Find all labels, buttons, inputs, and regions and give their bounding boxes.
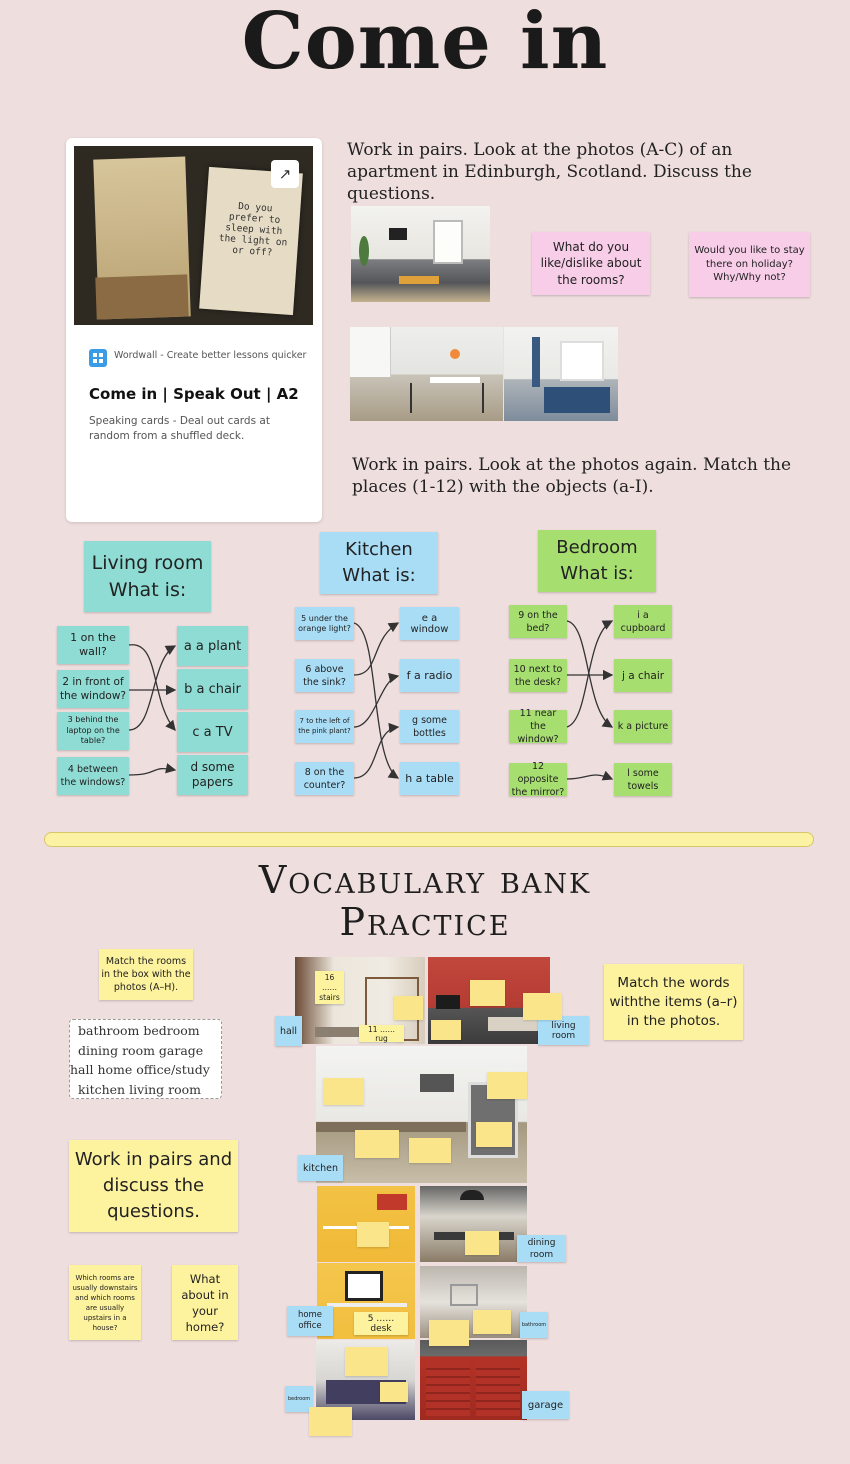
- page-title: Come in: [241, 0, 609, 87]
- kitchen-object-g[interactable]: g some bottles: [400, 710, 459, 743]
- card-title[interactable]: Come in | Speak Out | A2: [89, 385, 299, 403]
- label-bedroom[interactable]: bedroom: [285, 1386, 313, 1412]
- answer-box[interactable]: [429, 1320, 469, 1346]
- answer-box[interactable]: [357, 1222, 389, 1247]
- kitchen-object-h[interactable]: h a table: [400, 762, 459, 795]
- bedroom-place-12[interactable]: 12 opposite the mirror?: [509, 763, 567, 796]
- bedroom-object-k[interactable]: k a picture: [614, 710, 672, 743]
- kitchen-place-6[interactable]: 6 above the sink?: [295, 659, 354, 692]
- task2-instruction: Work in pairs. Look at the photos again. Match the places (1-12) with the objects (a-I).: [352, 455, 792, 497]
- kitchen-object-f[interactable]: f a radio: [400, 659, 459, 692]
- living-room-object-a[interactable]: a a plant: [177, 626, 248, 666]
- answer-box[interactable]: [473, 1310, 511, 1334]
- answer-box[interactable]: [309, 1407, 352, 1436]
- word-line-2: dining room garage: [78, 1042, 204, 1058]
- living-room-object-b[interactable]: b a chair: [177, 669, 248, 709]
- kitchen-object-e[interactable]: e a window: [400, 607, 459, 640]
- item-label-stairs[interactable]: 16 …… stairs: [315, 971, 344, 1004]
- question-note-likes[interactable]: What do you like/dislike about the rooms?: [532, 232, 650, 295]
- living-room-place-1[interactable]: 1 on the wall?: [57, 626, 129, 664]
- match-rooms-note[interactable]: Match the rooms in the box with the photos (A–H).: [99, 949, 193, 1000]
- word-line-4: kitchen living room: [78, 1081, 202, 1097]
- question-note-holiday[interactable]: Would you like to stay there on holiday? Why/Why not?: [689, 232, 810, 297]
- bedroom-object-i[interactable]: i a cupboard: [614, 605, 672, 638]
- bedroom-object-l[interactable]: l some towels: [614, 763, 672, 796]
- label-bathroom[interactable]: bathroom: [520, 1312, 548, 1338]
- card-question: Do you prefer to sleep with the light on or off?: [218, 201, 288, 259]
- bedroom-place-11[interactable]: 11 near the window?: [509, 710, 567, 743]
- living-room-place-2[interactable]: 2 in front of the window?: [57, 670, 129, 708]
- vocab-title-line2: Practice: [339, 900, 511, 944]
- room-word-box[interactable]: [69, 1019, 222, 1099]
- answer-box[interactable]: [465, 1231, 499, 1255]
- label-kitchen[interactable]: kitchen: [298, 1155, 343, 1181]
- answer-box[interactable]: [523, 993, 562, 1020]
- card-description: Speaking cards - Deal out cards at random from a shuffled deck.: [89, 415, 270, 442]
- living-room-object-d[interactable]: d some papers: [177, 755, 248, 795]
- task1-instruction: Work in pairs. Look at the photos (A-C) of an apartment in Edinburgh, Scotland. Discuss the questions.: [347, 140, 752, 204]
- answer-box[interactable]: [394, 996, 423, 1020]
- kitchen-heading[interactable]: Kitchen What is:: [320, 532, 438, 594]
- kitchen-place-8[interactable]: 8 on the counter?: [295, 762, 354, 795]
- label-dining-room[interactable]: dining room: [517, 1235, 566, 1262]
- item-label-rug[interactable]: 11 …… rug: [359, 1025, 404, 1042]
- answer-box[interactable]: [431, 1020, 461, 1040]
- kitchen-place-5[interactable]: 5 under the orange light?: [295, 607, 354, 640]
- label-living-room[interactable]: living room: [538, 1016, 589, 1045]
- answer-box[interactable]: [380, 1382, 408, 1402]
- label-home-office[interactable]: home office: [287, 1306, 333, 1336]
- word-line-1: bathroom bedroom: [78, 1023, 200, 1038]
- living-room-place-3[interactable]: 3 behind the laptop on the table?: [57, 712, 129, 750]
- answer-box[interactable]: [323, 1078, 364, 1105]
- answer-box[interactable]: [476, 1122, 512, 1147]
- bedroom-place-10[interactable]: 10 next to the desk?: [509, 659, 567, 692]
- label-hall[interactable]: hall: [275, 1016, 302, 1046]
- bedroom-object-j[interactable]: j a chair: [614, 659, 672, 692]
- label-garage[interactable]: garage: [522, 1391, 569, 1419]
- answer-box[interactable]: [470, 980, 505, 1006]
- match-words-note[interactable]: Match the words withthe items (a–r) in the photos.: [604, 964, 743, 1040]
- living-room-place-4[interactable]: 4 between the windows?: [57, 757, 129, 795]
- external-link-icon[interactable]: ↗: [271, 160, 299, 188]
- answer-box[interactable]: [345, 1347, 388, 1376]
- photo-h-garage: [420, 1340, 527, 1420]
- card-source: Wordwall - Create better lessons quicker: [114, 350, 307, 361]
- question-home-note[interactable]: What about in your home?: [172, 1265, 238, 1340]
- pairs-discuss-note[interactable]: Work in pairs and discuss the questions.: [69, 1140, 238, 1232]
- living-room-object-c[interactable]: c a TV: [177, 712, 248, 752]
- section-divider: [44, 832, 814, 847]
- question-upstairs-note[interactable]: Which rooms are usually downstairs and which rooms are usually upstairs in a house?: [69, 1265, 141, 1340]
- kitchen-place-7[interactable]: 7 to the left of the pink plant?: [295, 710, 354, 743]
- vocab-title-line1: Vocabulary bank: [258, 858, 592, 902]
- answer-box[interactable]: [487, 1072, 527, 1099]
- word-line-3: hall home office/study: [70, 1062, 210, 1077]
- bedroom-heading[interactable]: Bedroom What is:: [538, 530, 656, 592]
- bedroom-place-9[interactable]: 9 on the bed?: [509, 605, 567, 638]
- item-label-desk[interactable]: 5 …… desk: [354, 1312, 408, 1335]
- living-room-heading[interactable]: Living room What is:: [84, 541, 211, 612]
- answer-box[interactable]: [409, 1138, 451, 1163]
- answer-box[interactable]: [355, 1130, 399, 1158]
